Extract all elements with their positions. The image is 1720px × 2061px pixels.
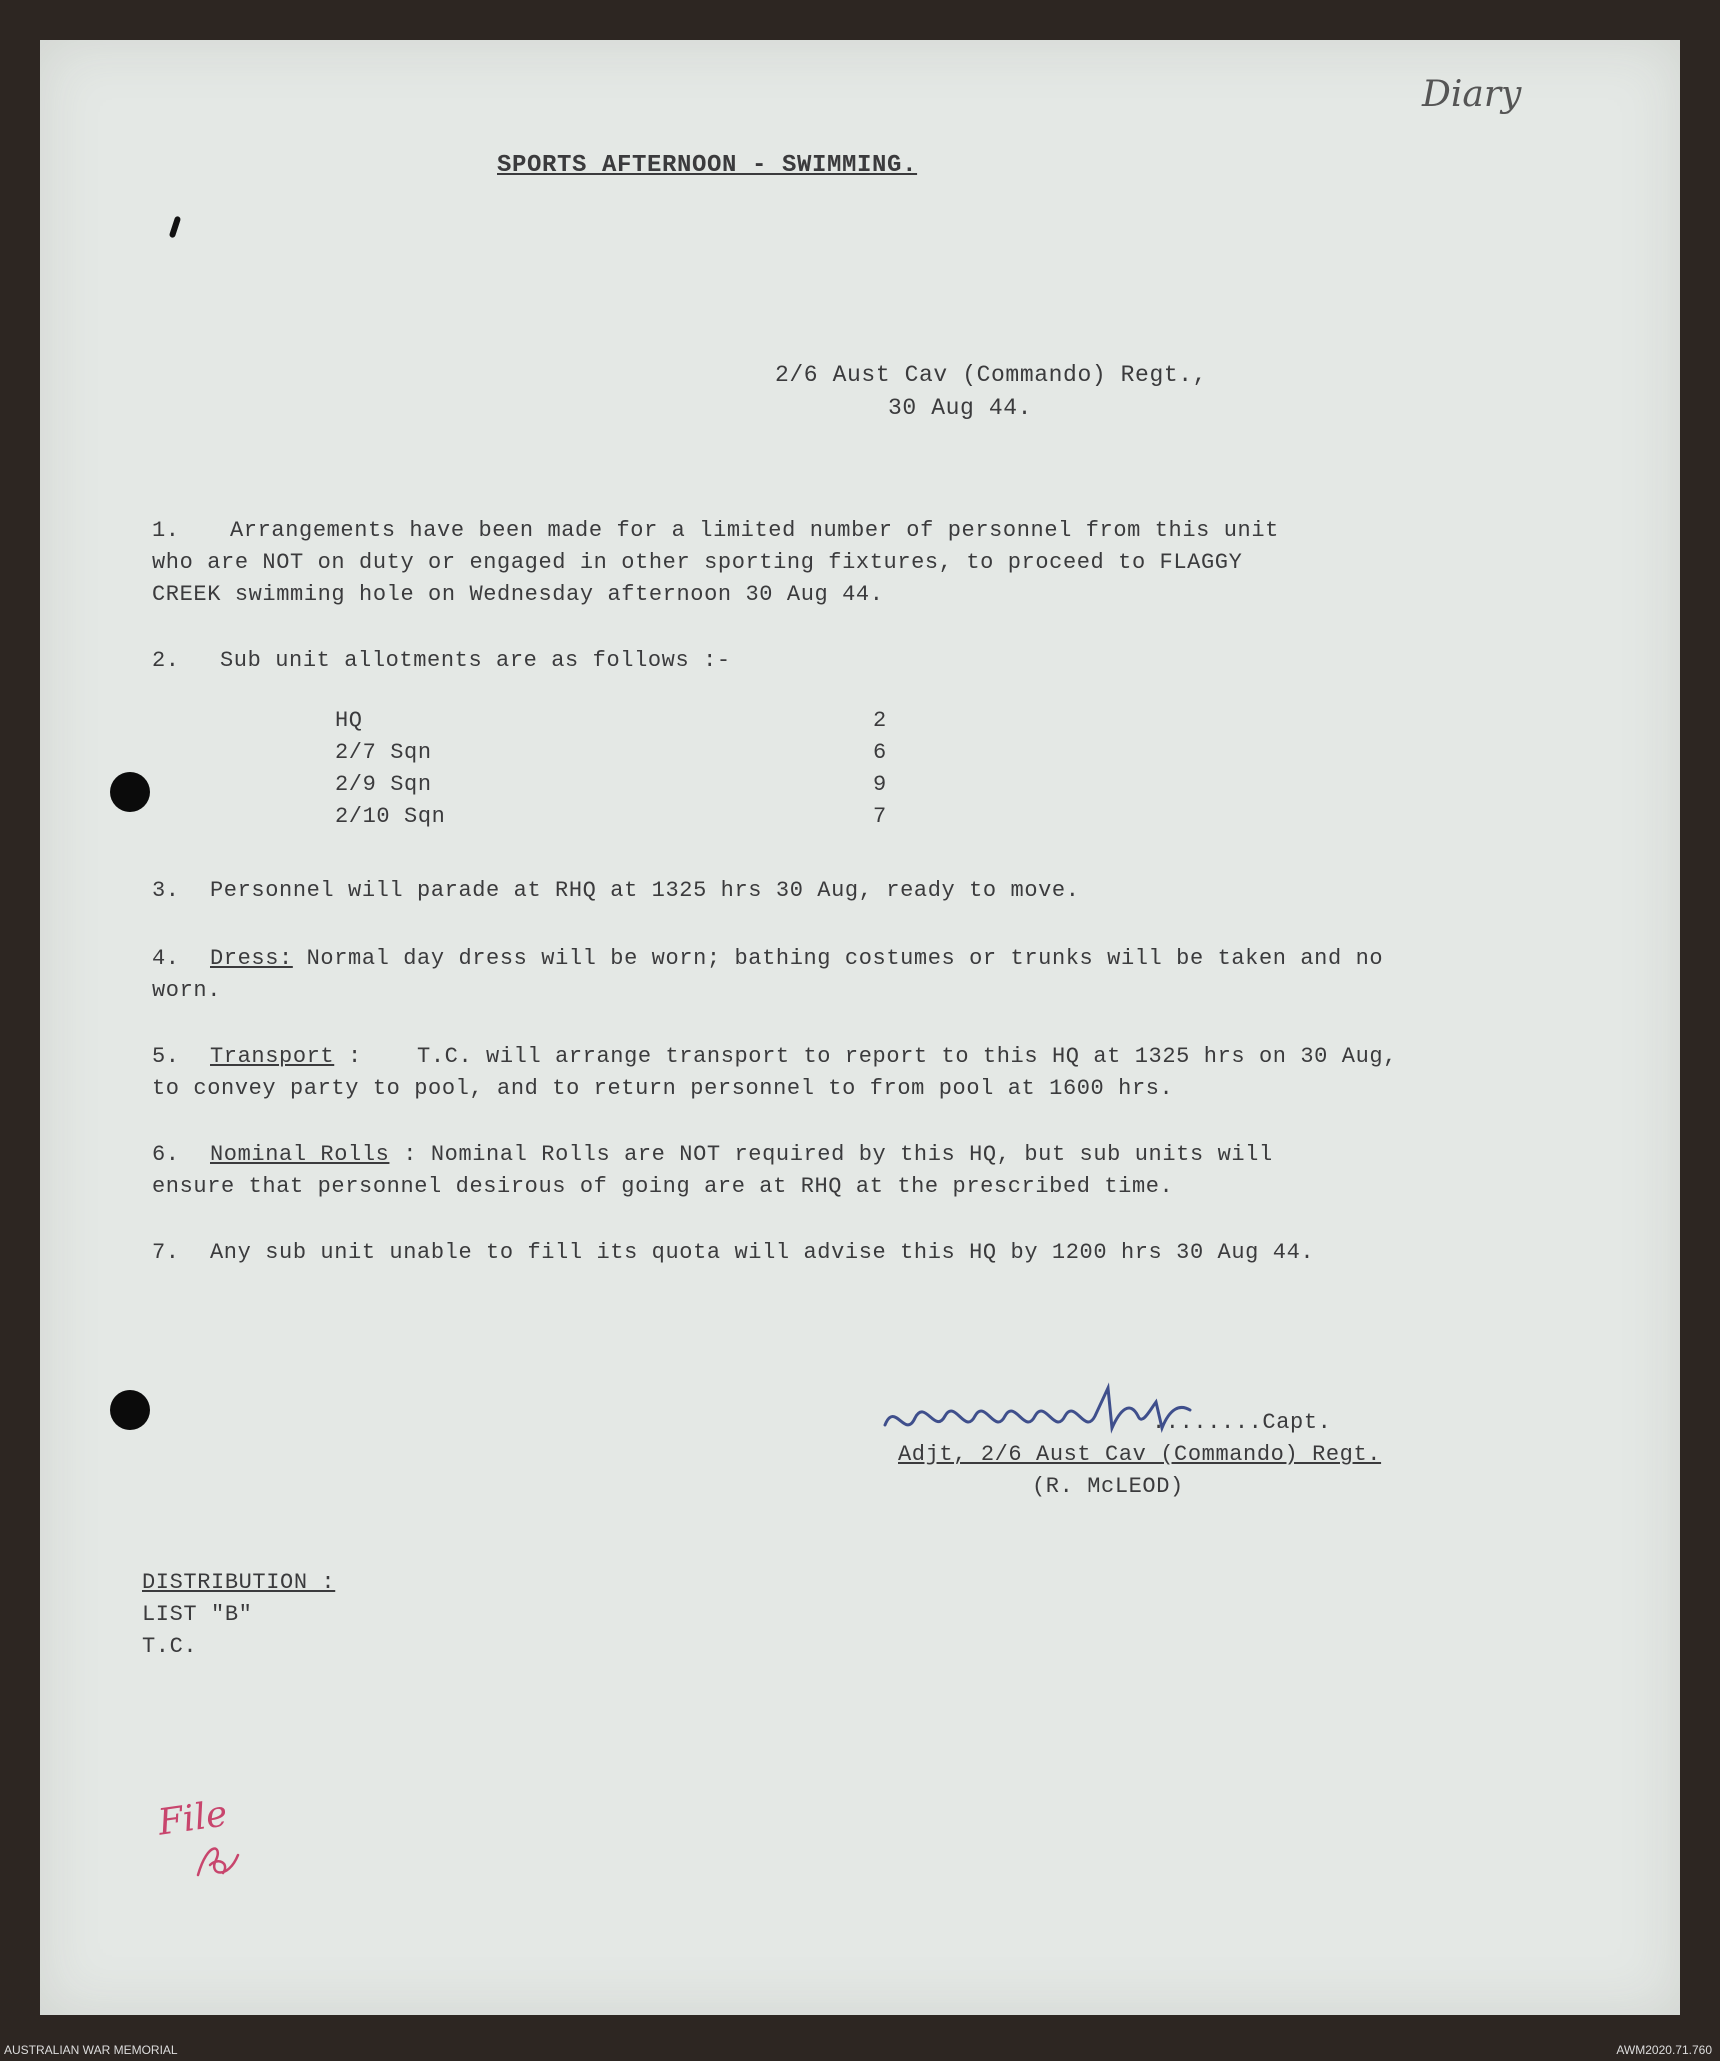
document-date: 30 Aug 44. (888, 395, 1033, 421)
para-1-line-2: who are NOT on duty or engaged in other sporting fixtures, to proceed to FLAGGY (152, 550, 1243, 575)
para-1-line-3: CREEK swimming hole on Wednesday afternoon 30 Aug 44. (152, 582, 884, 607)
document-page (40, 40, 1680, 2015)
signature-title: Adjt, 2/6 Aust Cav (Commando) Regt. (898, 1442, 1382, 1467)
para-7-number: 7. (152, 1240, 180, 1265)
para-5-line-1 (210, 1044, 1397, 1069)
para-5-line-2: to convey party to pool, and to return personnel to from pool at 1600 hrs. (152, 1076, 1174, 1101)
para-5-number: 5. (152, 1044, 180, 1069)
document-title: SPORTS AFTERNOON - SWIMMING. (497, 152, 918, 179)
punch-hole (110, 1390, 150, 1430)
footer-left: AUSTRALIAN WAR MEMORIAL (4, 2043, 178, 2057)
allotment-count: 6 (873, 740, 887, 765)
ink-mark (169, 216, 182, 239)
handwritten-file-note: File (155, 1793, 230, 1844)
footer-right: AWM2020.71.760 (1616, 2043, 1712, 2057)
para-1-number: 1. (152, 518, 180, 543)
para-6-line-1 (210, 1142, 1273, 1167)
para-2-text: Sub unit allotments are as follows :- (220, 648, 731, 673)
para-4-line-1 (210, 946, 1383, 971)
allotment-count: 7 (873, 804, 887, 829)
distribution-item: LIST "B" (142, 1602, 253, 1627)
signature-rank: ........Capt. (1152, 1410, 1332, 1435)
para-2-number: 2. (152, 648, 180, 673)
allotment-unit: 2/9 Sqn (335, 772, 432, 797)
para-5-text: : T.C. will arrange transport to report to this HQ at 1325 hrs on 30 Aug, (334, 1044, 1397, 1069)
para-6-text: : Nominal Rolls are NOT required by this HQ, but sub units will (389, 1142, 1273, 1167)
file-initials-scribble (188, 1835, 248, 1885)
para-4-number: 4. (152, 946, 180, 971)
handwritten-diary-note: Diary (1422, 74, 1522, 115)
para-4-text: Normal day dress will be worn; bathing costumes or trunks will be taken and no (292, 946, 1384, 971)
distribution-item: T.C. (142, 1634, 198, 1659)
para-7-text: Any sub unit unable to fill its quota will advise this HQ by 1200 hrs 30 Aug 44. (210, 1240, 1315, 1265)
nominal-rolls-heading: Nominal Rolls (210, 1142, 390, 1167)
signature-name: (R. McLEOD) (1032, 1474, 1184, 1499)
allotment-unit: 2/7 Sqn (335, 740, 432, 765)
transport-heading: Transport (210, 1044, 335, 1069)
para-4-line-2: worn. (152, 978, 222, 1003)
unit-heading: 2/6 Aust Cav (Commando) Regt., (775, 362, 1208, 388)
para-3-number: 3. (152, 878, 180, 903)
para-3-text: Personnel will parade at RHQ at 1325 hrs 30 Aug, ready to move. (210, 878, 1080, 903)
para-1-line-1: Arrangements have been made for a limited number of personnel from this unit (230, 518, 1279, 543)
distribution-heading: DISTRIBUTION : (142, 1570, 336, 1595)
allotment-unit: 2/10 Sqn (335, 804, 446, 829)
dress-heading: Dress: (210, 946, 293, 971)
allotment-count: 9 (873, 772, 887, 797)
para-6-line-2: ensure that personnel desirous of going are at RHQ at the prescribed time. (152, 1174, 1174, 1199)
allotment-unit: HQ (335, 708, 363, 733)
allotment-count: 2 (873, 708, 887, 733)
para-6-number: 6. (152, 1142, 180, 1167)
punch-hole (110, 772, 150, 812)
